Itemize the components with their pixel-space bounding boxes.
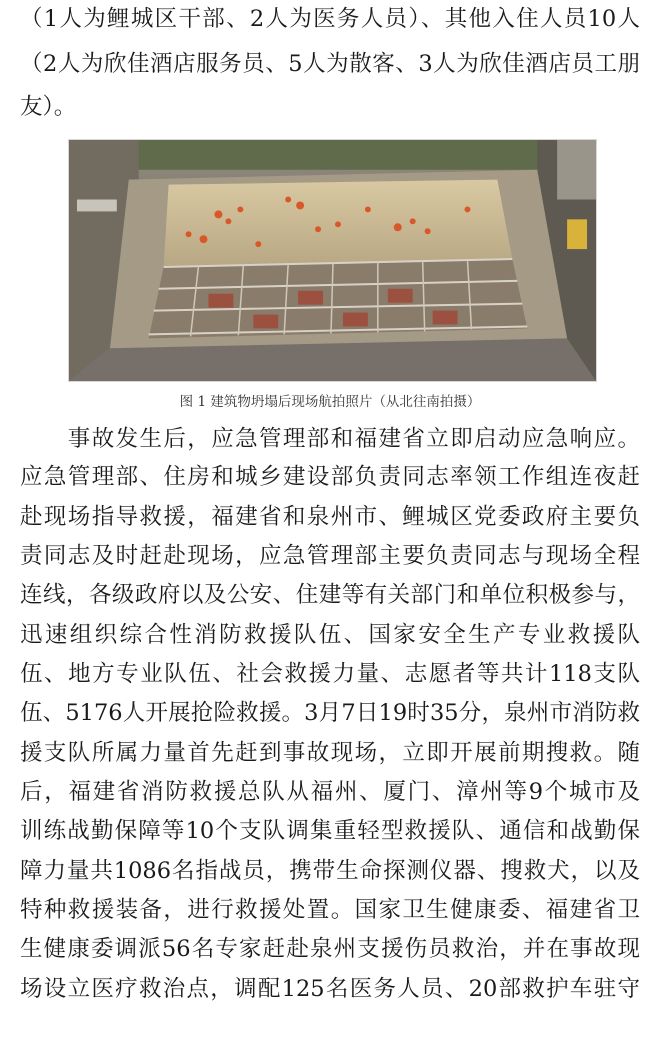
paragraph-line-9: 援支队所属力量首先赶到事故现场，立即开展前期搜救。随 — [20, 740, 640, 766]
intro-line-1: （1人为鲤城区干部、2人为医务人员）、其他入住人员10人 — [20, 6, 640, 32]
paragraph-line-4: 责同志及时赶赴现场，应急管理部主要负责同志与现场全程 — [20, 543, 640, 569]
figure-caption: 图 1 建筑物坍塌后现场航拍照片（从北往南拍摄） — [179, 394, 481, 410]
paragraph-line-10: 后，福建省消防救援总队从福州、厦门、漳州等9个城市及 — [20, 779, 640, 805]
collapse-aerial-photo-illustration — [69, 140, 596, 381]
paragraph-line-6: 迅速组织综合性消防救援队伍、国家安全生产专业救援队 — [20, 622, 640, 648]
paragraph-line-2: 应急管理部、住房和城乡建设部负责同志率领工作组连夜赶 — [20, 464, 640, 490]
paragraph-line-7: 伍、地方专业队伍、社会救援力量、志愿者等共计118支队 — [20, 661, 640, 687]
collapse-aerial-photo — [68, 139, 597, 382]
paragraph-line-12: 障力量共1086名指战员，携带生命探测仪器、搜救犬，以及 — [20, 858, 640, 884]
intro-line-3: 友）。 — [20, 94, 77, 120]
paragraph-line-1: 事故发生后，应急管理部和福建省立即启动应急响应。 — [20, 426, 640, 452]
paragraph-line-8: 伍、5176人开展抢险救援。3月7日19时35分，泉州市消防救 — [20, 700, 640, 726]
paragraph-line-13: 特种救援装备，进行救援处置。国家卫生健康委、福建省卫 — [20, 897, 640, 923]
intro-line-2: （2人为欣佳酒店服务员、5人为散客、3人为欣佳酒店员工朋 — [20, 51, 640, 77]
paragraph-line-11: 训练战勤保障等10个支队调集重轻型救援队、通信和战勤保 — [20, 818, 640, 844]
paragraph-line-14: 生健康委调派56名专家赶赴泉州支援伤员救治，并在事故现 — [20, 936, 640, 962]
paragraph-line-3: 赴现场指导救援，福建省和泉州市、鲤城区党委政府主要负 — [20, 504, 640, 530]
paragraph-line-15: 场设立医疗救治点，调配125名医务人员、20部救护车驻守 — [20, 976, 640, 1002]
paragraph-line-5: 连线，各级政府以及公安、住建等有关部门和单位积极参与， — [20, 582, 640, 608]
